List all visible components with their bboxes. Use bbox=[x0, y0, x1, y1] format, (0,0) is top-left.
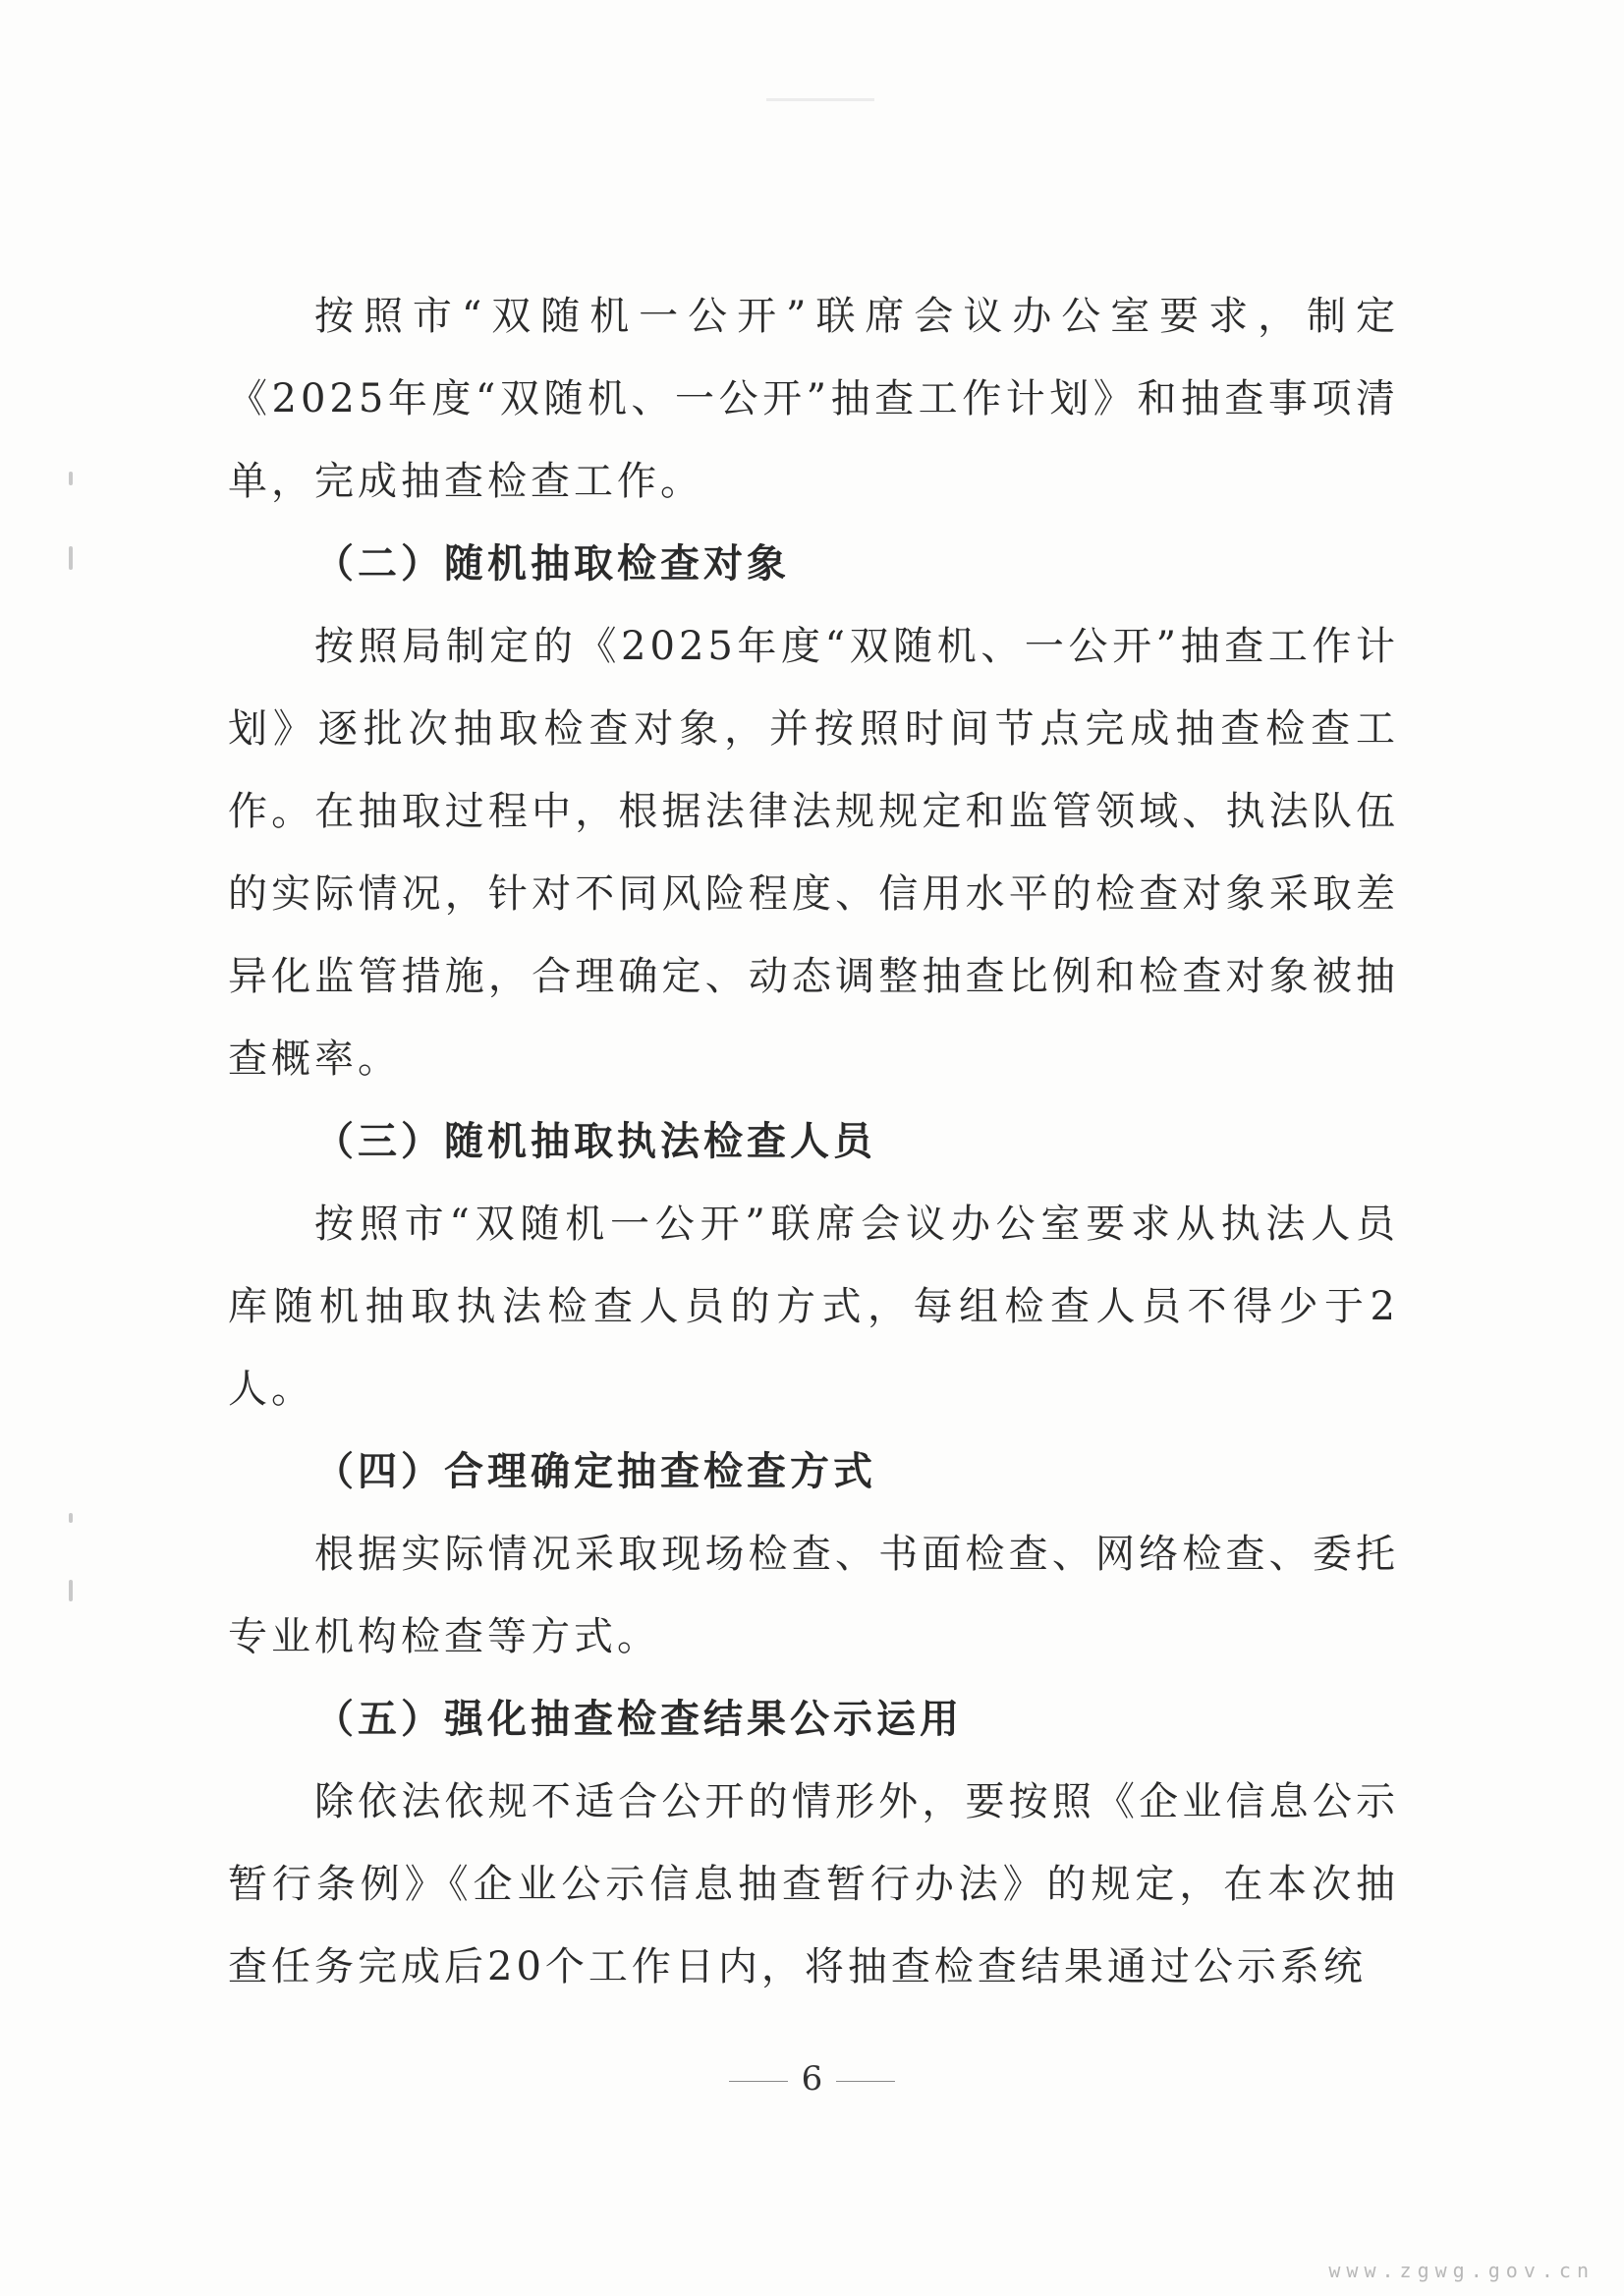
page-number-dash-right bbox=[836, 2081, 895, 2082]
binding-hole-mark bbox=[69, 1513, 73, 1523]
paragraph-plan-requirement: 按照市“双随机一公开”联席会议办公室要求，制定《2025年度“双随机、一公开”抽查工作计划》和抽查事项清单，完成抽查检查工作。 bbox=[228, 294, 1399, 504]
scan-artifact bbox=[766, 98, 874, 101]
page-number-dash-left bbox=[729, 2081, 788, 2082]
paragraph-random-inspectors: 按照市“双随机一公开”联席会议办公室要求从执法人员库随机抽取执法检查人员的方式，每组检查人员不得少于2人。 bbox=[228, 1202, 1399, 1412]
page-number bbox=[0, 2059, 1624, 2099]
binding-hole-mark bbox=[69, 1580, 73, 1601]
section-heading-results-publicity: （五）强化抽查检查结果公示运用 bbox=[314, 1697, 963, 1742]
paragraph-random-objects: 按照局制定的《2025年度“双随机、一公开”抽查工作计划》逐批次抽取检查对象，并按照时间节点完成抽查检查工作。在抽取过程中，根据法律法规规定和监管领域、执法队伍的实际情况，针对不同风险程度、信用水平的检查对象采取差异化监管措施，合理确定、动态调整抽查比例和检查对象被抽查概率。 bbox=[228, 624, 1399, 1082]
paragraph-inspection-methods: 根据实际情况采取现场检查、书面检查、网络检查、委托专业机构检查等方式。 bbox=[228, 1532, 1399, 1659]
binding-hole-mark bbox=[69, 472, 73, 485]
site-watermark: www.zgwg.gov.cn bbox=[1328, 2259, 1595, 2282]
section-heading-random-inspectors: （三）随机抽取执法检查人员 bbox=[314, 1119, 876, 1164]
page-number-value: 6 bbox=[801, 2059, 823, 2099]
binding-hole-mark bbox=[69, 546, 73, 570]
section-heading-random-objects: （二）随机抽取检查对象 bbox=[314, 541, 790, 587]
section-heading-inspection-methods: （四）合理确定抽查检查方式 bbox=[314, 1449, 876, 1494]
paragraph-results-publicity: 除依法依规不适合公开的情形外，要按照《企业信息公示暂行条例》《企业公示信息抽查暂行办法》的规定，在本次抽查任务完成后20个工作日内，将抽查检查结果通过公示系统 bbox=[228, 1779, 1399, 1989]
